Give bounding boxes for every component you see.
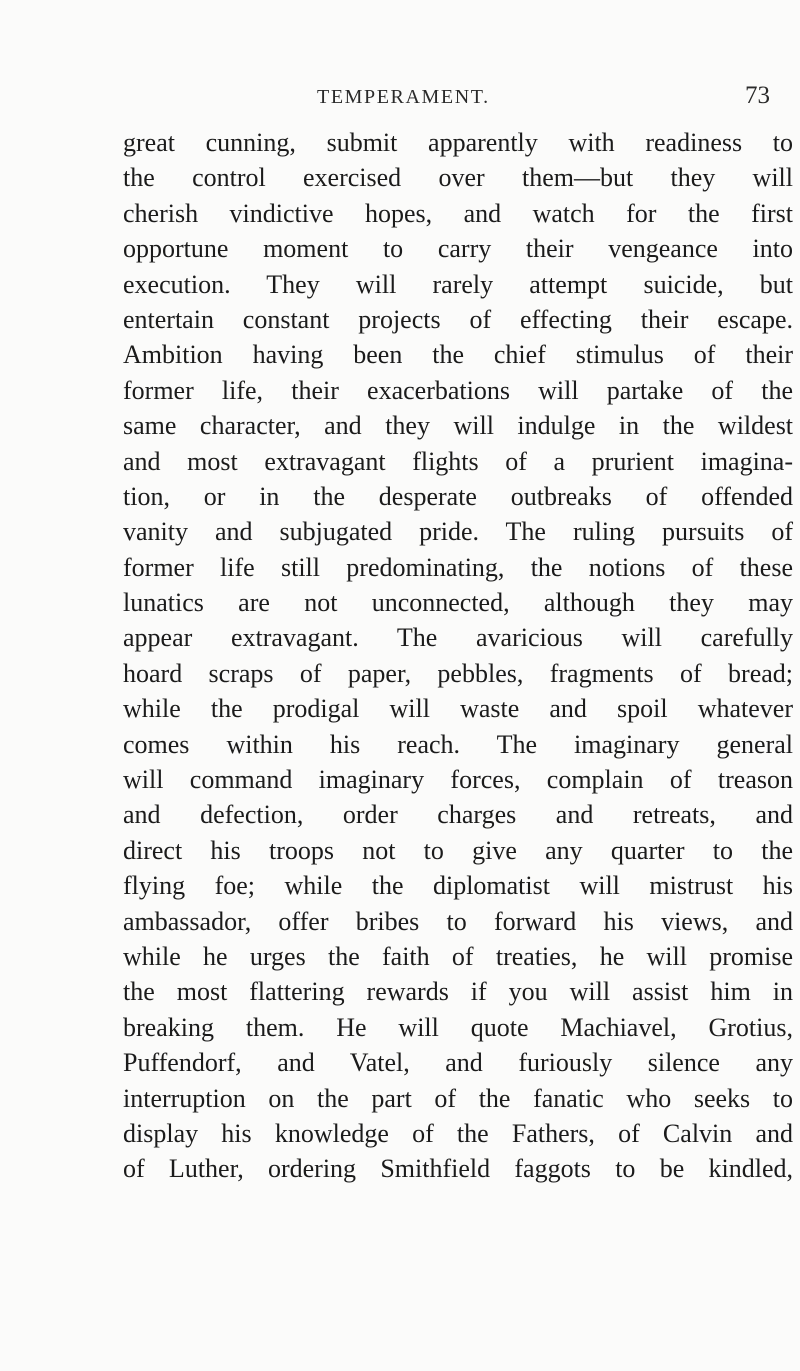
text-line: and defection, order charges and retreats, and [123,800,793,830]
text-line: appear extravagant. The avaricious will carefully [123,623,794,653]
page-header-title: TEMPERAMENT. [317,86,490,108]
text-line: of Luther, ordering Smithfield faggots to be kindled, [123,1154,793,1184]
text-line: vanity and subjugated pride. The ruling pursuits of [123,517,794,547]
running-head [0,82,800,116]
text-line: opportune moment to carry their vengeance into [123,234,794,264]
text-line: while the prodigal will waste and spoil whatever [123,694,793,724]
text-line: interruption on the part of the fanatic who seeks to [123,1083,793,1113]
text-line: will command imaginary forces, complain of treason [123,765,793,795]
text-line: display his knowledge of the Fathers, of Calvin and [123,1118,793,1148]
text-line: tion, or in the desperate outbreaks of offended [123,481,794,511]
text-line: Puffendorf, and Vatel, and furiously silence any [123,1048,793,1078]
text-line: direct his troops not to give any quarter to the [123,835,793,865]
text-line: execution. They will rarely attempt suicide, but [123,269,794,299]
text-line: the most flattering rewards if you will assist him in [123,977,793,1007]
text-line: hoard scraps of paper, pebbles, fragments of bread; [123,658,793,688]
text-line: former life still predominating, the notions of these [123,552,793,582]
text-line: Ambition having been the chief stimulus of their [123,340,793,370]
page-number: 73 [745,82,770,109]
text-line: lunatics are not unconnected, although they may [123,588,793,618]
text-line: breaking them. He will quote Machiavel, Grotius, [123,1012,793,1042]
text-line: entertain constant projects of effecting their escape. [123,304,793,334]
text-line: cherish vindictive hopes, and watch for the first [123,198,794,228]
text-line: flying foe; while the diplomatist will mistrust his [123,871,793,901]
text-line: ambassador, offer bribes to forward his views, and [123,906,794,936]
text-line: and most extravagant flights of a prurient imagina- [123,446,793,476]
text-line: while he urges the faith of treaties, he will promise [123,941,793,971]
text-line: same character, and they will indulge in the wildest [123,411,794,441]
text-line: former life, their exacerbations will partake of the [123,375,794,405]
text-line: the control exercised over them—but they will [123,163,793,193]
text-line: great cunning, submit apparently with readiness to [123,128,794,157]
text-line: comes within his reach. The imaginary general [123,729,793,759]
body-text [123,125,793,1187]
